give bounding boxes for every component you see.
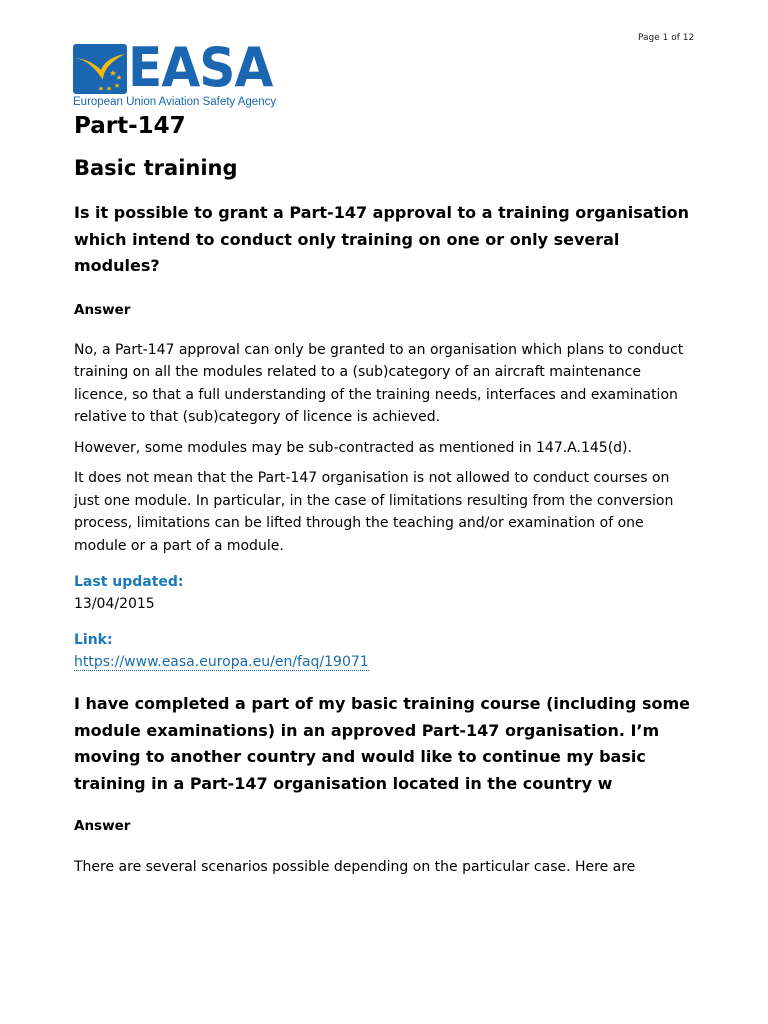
answer-paragraph: There are several scenarios possible depending on the particular case. Here are bbox=[74, 859, 636, 875]
last-updated-date: 13/04/2015 bbox=[74, 596, 155, 612]
answer-paragraph: It does not mean that the Part-147 organisation is not allowed to conduct courses on just one module. In particular, in the case of limitations resulting from the conversion process, limitations can be lifted through the teaching and/or examination of one module or a part of a module. bbox=[74, 470, 674, 554]
answer-paragraph: No, a Part-147 approval can only be granted to an organisation which plans to conduct training on all the modules related to a (sub)category of an aircraft maintenance licence, so that a full understanding of the training needs, interfaces and examination relative to that (sub)category of licence is achieved. bbox=[74, 341, 684, 425]
faq-item bbox=[74, 200, 694, 673]
link-label: Link: bbox=[74, 632, 113, 648]
easa-logo bbox=[73, 36, 283, 110]
section-title: Basic training bbox=[74, 156, 238, 180]
last-updated-label: Last updated: bbox=[74, 574, 184, 590]
answer-label: Answer bbox=[74, 301, 131, 318]
faq-item bbox=[74, 691, 694, 879]
logo-subtitle: European Union Aviation Safety Agency bbox=[73, 96, 277, 108]
faq-question: I have completed a part of my basic training course (including some module examinations) in an approved Part-147 organisation. I’m moving to another country and would like to continue my basic training in a Part-147 organisation located in the country w bbox=[74, 694, 691, 793]
logo-wordmark: EASA bbox=[128, 36, 273, 99]
page-number: Page 1 of 12 bbox=[638, 33, 695, 43]
faq-link[interactable]: https://www.easa.europa.eu/en/faq/19071 bbox=[74, 654, 369, 670]
document-title: Part-147 bbox=[74, 113, 186, 139]
document-body bbox=[74, 112, 694, 879]
faq-question: Is it possible to grant a Part-147 approval to a training organisation which intend to conduct only training on one or only several modules? bbox=[74, 203, 690, 275]
answer-label: Answer bbox=[74, 818, 131, 834]
answer-paragraph: However, some modules may be sub-contracted as mentioned in 147.A.145(d). bbox=[74, 439, 632, 456]
easa-emblem-icon bbox=[73, 44, 127, 94]
